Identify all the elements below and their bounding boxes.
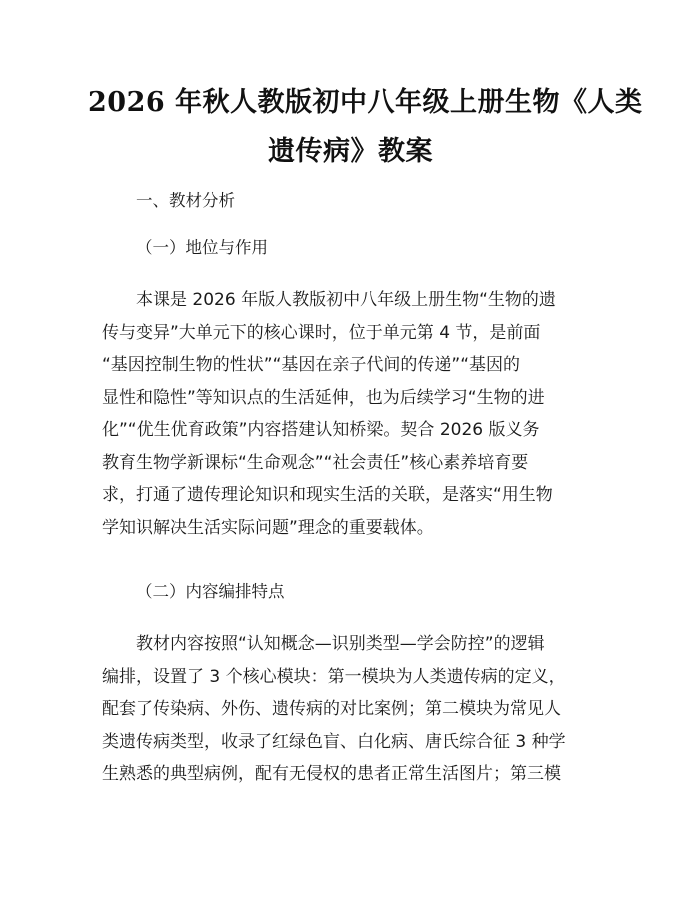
paragraph-line: 配套了传染病、外伤、遗传病的对比案例；第二模块为常见人 — [102, 699, 561, 719]
paragraph-line: 教育生物学新课标“生命观念”“社会责任”核心素养培育要 — [102, 452, 529, 473]
paragraph-content-arrangement — [102, 628, 602, 791]
paragraph-line: 显性和隐性”等知识点的生活延伸，也为后续学习“生物的进 — [102, 387, 545, 408]
paragraph-line: 求，打通了遗传理论知识和现实生活的关联，是落实“用生物 — [102, 485, 553, 505]
paragraph-line: “基因控制生物的性状”“基因在亲子代间的传递”“基因的 — [102, 355, 521, 375]
paragraph-line: 生熟悉的典型病例，配有无侵权的患者正常生活图片；第三模 — [102, 764, 561, 784]
subsection-heading-position-and-role: （一）地位与作用 — [136, 238, 268, 257]
title-line: 2026 年秋人教版初中八年级上册生物《人类 — [88, 87, 643, 118]
paragraph-line: 传与变异”大单元下的核心课时，位于单元第 4 节，是前面 — [102, 322, 541, 343]
subsection-heading-content-arrangement: （二）内容编排特点 — [136, 582, 285, 601]
paragraph-line: 本课是 2026 年版人教版初中八年级上册生物“生物的遗 — [102, 290, 556, 310]
paragraph-line: 编排，设置了 3 个核心模块：第一模块为人类遗传病的定义， — [102, 666, 566, 687]
paragraph-line: 类遗传病类型，收录了红绿色盲、白化病、唐氏综合征 3 种学 — [102, 731, 566, 752]
paragraph-line: 教材内容按照“认知概念—识别类型—学会防控”的逻辑 — [102, 634, 545, 654]
paragraph-position-and-role — [102, 284, 602, 544]
paragraph-line: 化”“优生优育政策”内容搭建认知桥梁。契合 2026 版义务 — [102, 420, 540, 440]
document-title — [88, 78, 643, 176]
section-heading-teaching-material-analysis: 一、教材分析 — [136, 191, 235, 210]
title-line: 遗传病》教案 — [268, 136, 433, 167]
paragraph-line: 学知识解决生活实际问题”理念的重要载体。 — [102, 517, 434, 538]
